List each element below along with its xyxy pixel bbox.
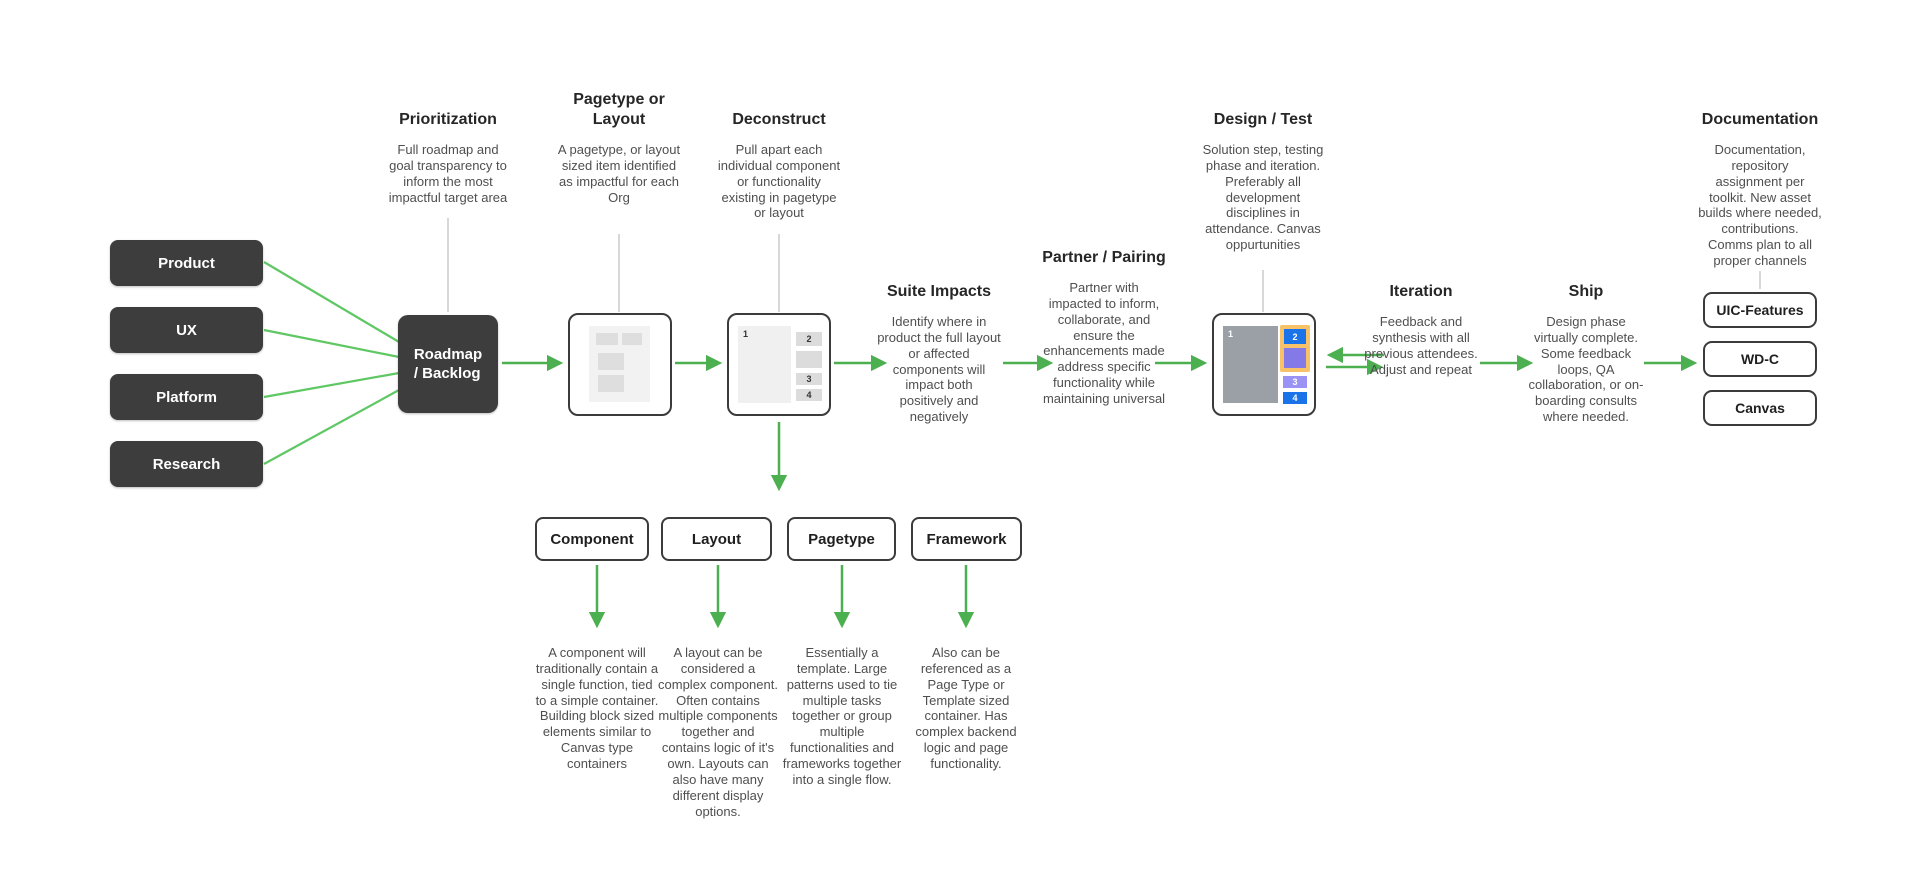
thumbnail-design-test: [1212, 313, 1316, 416]
region-number: 2: [1292, 331, 1298, 342]
wireframe-panel: [589, 326, 650, 402]
stage-title: Deconstruct: [732, 111, 826, 128]
stage-description: Feedback and synthesis with all previous attendees. Adjust and repeat: [1364, 314, 1478, 377]
wireframe-region-1: [738, 326, 791, 403]
wireframe-block: [596, 333, 618, 345]
region-number: 1: [743, 329, 749, 339]
roadmap-line2: / Backlog: [413, 365, 481, 382]
node-label: Research: [152, 455, 221, 473]
input-links: [264, 262, 399, 464]
stage-title: Ship: [1568, 283, 1604, 300]
layout-description: A layout can be considered a complex component. Often contains multiple components together and contains logic of it's own. Layouts can also have many different display options.: [658, 645, 778, 819]
stage-title: Suite Impacts: [886, 283, 992, 300]
node-research: [110, 441, 263, 487]
stage-title: Prioritization: [399, 111, 497, 128]
node-product: [110, 240, 263, 286]
stage-title: Iteration: [1389, 283, 1453, 300]
node-framework: [911, 517, 1022, 561]
region-number: 3: [806, 374, 812, 384]
stage-prioritization: [386, 110, 510, 205]
stage-description: Pull apart each individual component or functionality existing in pagetype or layout: [717, 142, 841, 221]
node-canvas: [1703, 390, 1817, 426]
stage-description: Full roadmap and goal transparency to inform the most impactful target area: [388, 142, 508, 205]
node-roadmap-backlog: [398, 315, 498, 413]
stage-design-test: [1201, 110, 1325, 253]
region-number: 3: [1292, 377, 1298, 387]
stage-documentation: [1698, 110, 1822, 269]
thumbnail-pagetype-layout: [568, 313, 672, 416]
design-region-blank: [1284, 348, 1306, 368]
region-number: 4: [1292, 393, 1298, 403]
stage-description: A pagetype, or layout sized item identified as impactful for each Org: [557, 142, 681, 205]
node-platform: [110, 374, 263, 420]
node-layout: [661, 517, 772, 561]
design-region-2: [1284, 329, 1306, 344]
wireframe-block: [598, 353, 624, 370]
design-region-3: [1283, 376, 1307, 388]
thumbnail-deconstruct: [727, 313, 831, 416]
pagetype-description: Essentially a template. Large patterns used to tie multiple tasks together or group multiple functionalities and frameworks together into a single flow.: [782, 645, 902, 787]
node-label: Framework: [926, 530, 1007, 548]
stage-pagetype-or-layout: [557, 90, 681, 205]
node-label: Component: [550, 530, 634, 548]
design-highlight-group: [1280, 325, 1310, 372]
stage-deconstruct: [717, 110, 841, 221]
node-label: Canvas: [1735, 400, 1785, 416]
node-pagetype: [787, 517, 896, 561]
stage-title: Design / Test: [1213, 111, 1313, 128]
wireframe-region-blank: [796, 351, 822, 368]
roadmap-line1: Roadmap: [413, 345, 483, 363]
stage-partner-pairing: [1042, 248, 1166, 407]
region-number: 4: [806, 390, 812, 400]
region-number: 1: [1228, 329, 1234, 339]
node-label: Pagetype: [808, 530, 875, 548]
stage-description: Identify where in product the full layout or affected components will impact both positively and negatively: [877, 314, 1001, 425]
wireframe-region-2: [796, 332, 822, 346]
wireframe-block: [598, 375, 624, 392]
wireframe-region-3: [796, 373, 822, 385]
node-label: Layout: [691, 530, 742, 548]
stage-description: Solution step, testing phase and iteration. Preferably all development disciplines in attendance. Canvas oppurtunities: [1202, 142, 1324, 253]
wireframe-block: [622, 333, 642, 345]
stage-description: Design phase virtually complete. Some feedback loops, QA collaboration, or on-boarding consults where needed.: [1528, 314, 1644, 425]
node-label: UIC-Features: [1716, 302, 1804, 318]
node-wd-c: [1703, 341, 1817, 377]
stage-suite-impacts: [877, 282, 1001, 425]
region-number: 2: [806, 334, 812, 344]
design-region-4: [1283, 392, 1307, 404]
stage-title: Partner / Pairing: [1042, 249, 1166, 266]
node-label: Platform: [156, 388, 217, 406]
node-component: [535, 517, 649, 561]
design-region-1: [1223, 326, 1278, 403]
node-label: WD-C: [1740, 351, 1780, 367]
framework-description: Also can be referenced as a Page Type or Template sized container. Has complex backend logic and page functionality.: [915, 645, 1017, 772]
stage-iteration: [1359, 282, 1483, 377]
stage-title: Documentation: [1701, 111, 1819, 128]
wireframe-region-4: [796, 389, 822, 401]
node-label: UX: [176, 321, 197, 339]
node-label: Product: [158, 254, 215, 272]
stage-description: Documentation, repository assignment per toolkit. New asset builds where needed, contributions. Comms plan to all proper channels: [1698, 142, 1822, 269]
component-description: A component will traditionally contain a single function, tied to a simple container. Building block sized elements similar to Canvas type containers: [535, 645, 659, 772]
node-ux: [110, 307, 263, 353]
stage-title: Pagetype or Layout: [573, 91, 665, 128]
stage-description: Partner with impacted to inform, collaborate, and ensure the enhancements made address specific functionality while maintaining universal: [1042, 280, 1166, 407]
node-uic-features: [1703, 292, 1817, 328]
stage-ship: [1524, 282, 1648, 425]
